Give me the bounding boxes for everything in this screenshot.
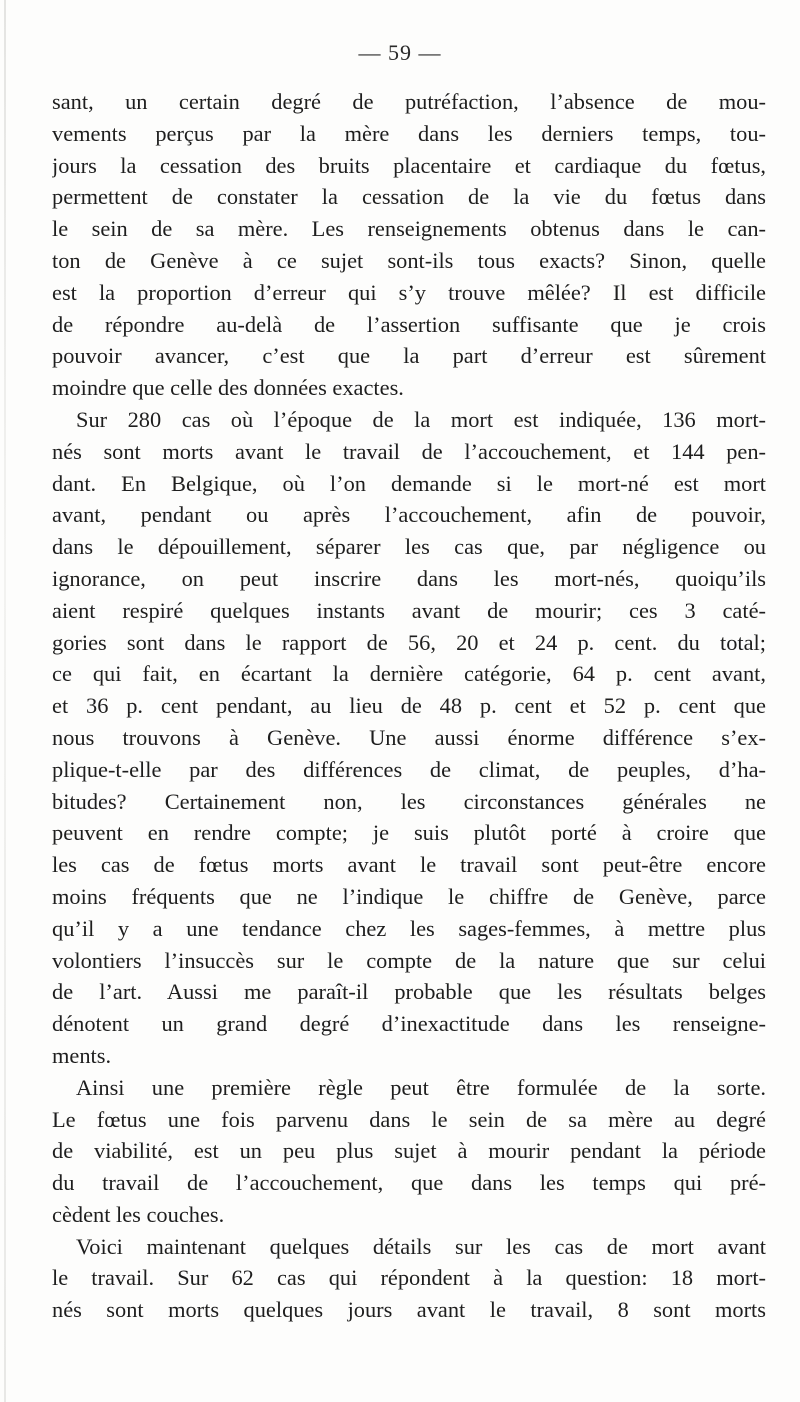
text-line: les cas de fœtus morts avant le travail sont peut-être encore <box>52 852 766 878</box>
text-line: moindre que celle des données exactes. <box>52 375 404 401</box>
text-line: moins fréquents que ne l’indique le chiffre de Genève, parce <box>52 883 766 909</box>
text-line: du travail de l’accouchement, que dans les temps qui pré- <box>52 1170 766 1196</box>
text-line: dant. En Belgique, où l’on demande si le mort-né est mort <box>52 470 766 496</box>
text-line: vements perçus par la mère dans les derniers temps, tou- <box>52 120 766 146</box>
page-edge-shadow <box>4 0 6 1402</box>
text-line: qu’il y a une tendance chez les sages-femmes, à mettre plus <box>52 915 766 941</box>
text-line: plique-t-elle par des différences de climat, de peuples, d’ha- <box>52 756 766 782</box>
text-line: nés sont morts quelques jours avant le travail, 8 sont morts <box>52 1297 766 1323</box>
text-line: est la proportion d’erreur qui s’y trouve mêlée? Il est difficile <box>52 279 766 305</box>
text-line: Voici maintenant quelques détails sur les cas de mort avant <box>76 1233 766 1259</box>
text-line: Sur 280 cas où l’époque de la mort est indiquée, 136 mort- <box>76 406 766 432</box>
text-line: de l’art. Aussi me paraît-il probable que les résultats belges <box>52 979 766 1005</box>
text-line: ments. <box>52 1042 112 1068</box>
text-line: ton de Genève à ce sujet sont-ils tous exacts? Sinon, quelle <box>52 247 766 273</box>
text-line: Ainsi une première règle peut être formulée de la sorte. <box>76 1074 766 1100</box>
text-line: gories sont dans le rapport de 56, 20 et 24 p. cent. du total; <box>52 629 766 655</box>
text-line: ignorance, on peut inscrire dans les mort-nés, quoiqu’ils <box>52 565 766 591</box>
text-line: le sein de sa mère. Les renseignements obtenus dans le can- <box>52 216 766 242</box>
text-line: peuvent en rendre compte; je suis plutôt porté à croire que <box>52 820 766 846</box>
text-line: permettent de constater la cessation de la vie du fœtus dans <box>52 184 766 210</box>
text-line: jours la cessation des bruits placentaire et cardiaque du fœtus, <box>52 152 766 178</box>
text-line: nous trouvons à Genève. Une aussi énorme différence s’ex- <box>52 724 766 750</box>
text-line: sant, un certain degré de putréfaction, l’absence de mou- <box>52 89 766 114</box>
text-line: de viabilité, est un peu plus sujet à mourir pendant la période <box>52 1138 766 1164</box>
page-number: — 59 — <box>358 40 442 65</box>
text-line: dans le dépouillement, séparer les cas que, par négligence ou <box>52 534 766 560</box>
text-line: ce qui fait, en écartant la dernière catégorie, 64 p. cent avant, <box>52 661 766 687</box>
text-line: bitudes? Certainement non, les circonstances générales ne <box>52 788 766 814</box>
text-line: aient respiré quelques instants avant de mourir; ces 3 caté- <box>52 597 766 623</box>
text-line: cèdent les couches. <box>52 1201 225 1227</box>
text-line: le travail. Sur 62 cas qui répondent à la question: 18 mort- <box>52 1265 766 1291</box>
text-line: pouvoir avancer, c’est que la part d’erreur est sûrement <box>52 343 766 369</box>
text-line: volontiers l’insuccès sur le compte de la nature que sur celui <box>52 947 766 973</box>
text-line: dénotent un grand degré d’inexactitude dans les renseigne- <box>52 1011 766 1037</box>
text-line: et 36 p. cent pendant, au lieu de 48 p. cent et 52 p. cent que <box>52 693 766 719</box>
text-line: nés sont morts avant le travail de l’accouchement, et 144 pen- <box>52 438 766 464</box>
text-line: de répondre au-delà de l’assertion suffisante que je crois <box>52 311 766 337</box>
body-text <box>52 86 766 1326</box>
text-line: Le fœtus une fois parvenu dans le sein de sa mère au degré <box>52 1106 766 1132</box>
text-line: avant, pendant ou après l’accouchement, afin de pouvoir, <box>52 502 766 528</box>
